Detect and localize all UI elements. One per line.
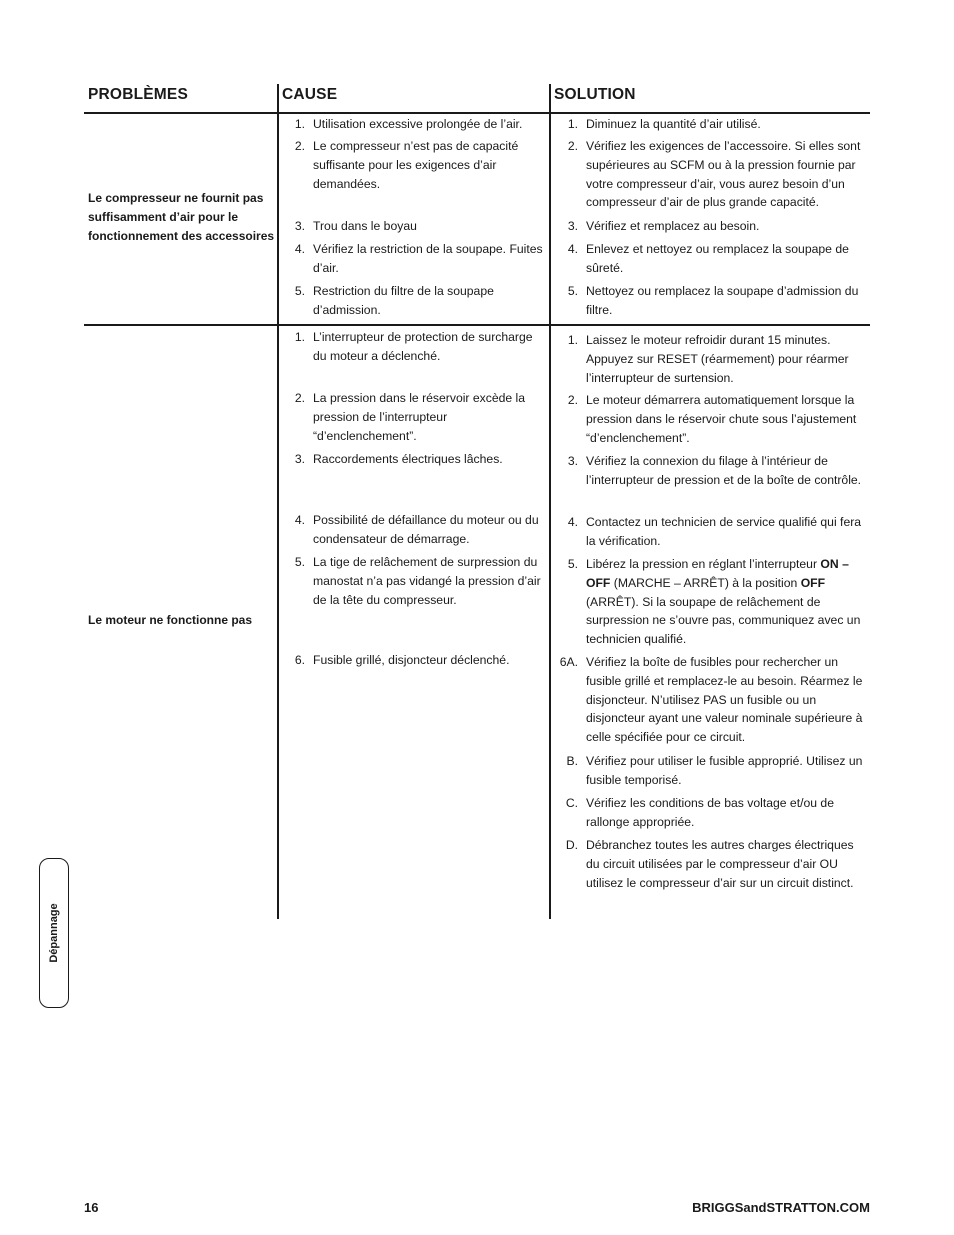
- item-text: Nettoyez ou remplacez la soupape d’admission du filtre.: [586, 284, 859, 317]
- item-number: 5.: [567, 284, 578, 298]
- problem-motor-not-running: Le moteur ne fonctionne pas: [88, 613, 253, 627]
- item-number: D.: [565, 838, 578, 852]
- item-number: 4.: [294, 513, 305, 527]
- solution-item: [552, 115, 870, 134]
- item-number: 5.: [294, 284, 305, 298]
- item-text: Vérifiez pour utiliser le fusible approprié. Utilisez un fusible temporisé.: [586, 754, 863, 787]
- solution-item: [552, 391, 870, 447]
- item-number: 2.: [567, 393, 578, 407]
- item-text: Fusible grillé, disjoncteur déclenché.: [313, 653, 510, 667]
- solution-item: [552, 653, 870, 747]
- item-text: Enlevez et nettoyez ou remplacez la soupape de sûreté.: [586, 242, 849, 275]
- item-number: 6A.: [559, 655, 578, 669]
- solution-item: [552, 240, 870, 278]
- item-number: 5.: [294, 555, 305, 569]
- solution-item: [552, 836, 870, 892]
- bold-label: OFF: [800, 575, 826, 590]
- item-number: 3.: [294, 452, 305, 466]
- item-text: Contactez un technicien de service qualifié qui fera la vérification.: [586, 515, 862, 548]
- section-tab-label: Dépannage: [48, 903, 60, 963]
- solution-item: [552, 137, 870, 212]
- item-text: Le compresseur n’est pas de capacité suffisante pour les exigences d’air demandées.: [313, 139, 519, 191]
- item-number: 1.: [567, 117, 578, 131]
- solution-item: [552, 331, 870, 387]
- item-number: 2.: [567, 139, 578, 153]
- cause-item: [287, 553, 549, 609]
- item-text: Vérifiez la connexion du filage à l’intérieur de l’interrupteur de pression et de la boîte de contrôle.: [586, 454, 862, 487]
- page-number: 16: [84, 1200, 99, 1215]
- cause-item: [287, 450, 549, 469]
- item-number: 2.: [294, 391, 305, 405]
- item-number: 4.: [567, 242, 578, 256]
- item-number: 3.: [294, 219, 305, 233]
- header-problems: PROBLÈMES: [88, 86, 188, 103]
- item-text: Vérifiez la boîte de fusibles pour rechercher un fusible grillé et remplacez-le au besoin. Réarmez le disjoncteur. N’utilisez PAS un fusible ou un disjoncteur ayant une valeur nominale supérieure à celle spécifiée pour ce circuit.: [586, 655, 863, 745]
- item-number: 3.: [567, 454, 578, 468]
- cause-item: [287, 217, 549, 236]
- text-segment: (ARRÊT). Si la soupape de relâchement de surpression ne s’ouvre pas, communiquez avec un technicien qualifié.: [586, 594, 861, 647]
- cause-item: [287, 282, 549, 320]
- item-number: C.: [565, 796, 578, 810]
- item-text: Restriction du filtre de la soupape d’admission.: [313, 284, 494, 317]
- text-segment: Libérez la pression en réglant l’interrupteur: [586, 557, 821, 571]
- item-text: Vérifiez et remplacez au besoin.: [586, 219, 760, 233]
- text-segment: (MARCHE – ARRÊT) à la position: [610, 575, 801, 590]
- bold-label: ON – OFF: [586, 557, 849, 590]
- item-text: Raccordements électriques lâches.: [313, 452, 503, 466]
- column-divider-solution: [549, 84, 551, 919]
- problem-insufficient-air: Le compresseur ne fournit pas suffisamment d’air pour le fonctionnement des accessoires: [88, 191, 275, 243]
- solution-item: [552, 452, 870, 490]
- row-divider: [84, 324, 870, 326]
- item-text: Trou dans le boyau: [313, 219, 417, 233]
- item-text: L’interrupteur de protection de surcharge du moteur a déclenché.: [313, 330, 533, 363]
- item-text: La pression dans le réservoir excède la pression de l’interrupteur “d’enclenchement”.: [313, 391, 526, 443]
- solution-item: [552, 513, 870, 551]
- header-solution: SOLUTION: [554, 86, 636, 103]
- cause-item: [287, 137, 549, 193]
- cause-item: [287, 115, 549, 134]
- website: BRIGGSandSTRATTON.COM: [692, 1200, 870, 1215]
- item-number: 5.: [567, 557, 578, 571]
- item-number: 1.: [567, 333, 578, 347]
- header-rule: [84, 112, 870, 114]
- cause-item: [287, 240, 549, 278]
- item-text: Vérifiez la restriction de la soupape. Fuites d’air.: [313, 242, 543, 275]
- item-text: La tige de relâchement de surpression du manostat n’a pas vidangé la pression d’air de la tête du compresseur.: [313, 555, 541, 607]
- item-text: Vérifiez les conditions de bas voltage et/ou de rallonge appropriée.: [586, 796, 834, 829]
- item-text: [586, 555, 870, 649]
- cause-item: [287, 511, 549, 549]
- item-text: Utilisation excessive prolongée de l’air.: [313, 117, 523, 131]
- item-number: B.: [566, 754, 578, 768]
- cause-item: [287, 651, 549, 670]
- solution-item: [552, 282, 870, 320]
- item-text: Possibilité de défaillance du moteur ou du condensateur de démarrage.: [313, 513, 539, 546]
- cause-item: [287, 328, 549, 366]
- section-tab: [39, 858, 69, 1008]
- cause-item: [287, 389, 549, 445]
- item-number: 4.: [567, 515, 578, 529]
- item-number: 2.: [294, 139, 305, 153]
- solution-item: [552, 752, 870, 790]
- item-number: 3.: [567, 219, 578, 233]
- item-number: 4.: [294, 242, 305, 256]
- solution-item: [552, 555, 870, 649]
- item-number: 6.: [294, 653, 305, 667]
- solution-item: [552, 794, 870, 832]
- item-text: Laissez le moteur refroidir durant 15 minutes. Appuyez sur RESET (réarmement) pour réarmer l’interrupteur de surtension.: [586, 333, 849, 385]
- item-text: Vérifiez les exigences de l’accessoire. Si elles sont supérieures au SCFM ou à la pression fournie par votre compresseur d’air, vous aurez besoin d’un compresseur d’air de plus grande capacité.: [586, 139, 861, 210]
- item-text: Diminuez la quantité d’air utilisé.: [586, 117, 761, 131]
- item-text: Débranchez toutes les autres charges électriques du circuit utilisées par le compresseur d’air OU utilisez le compresseur d’air sur un circuit distinct.: [586, 838, 854, 890]
- header-cause: CAUSE: [282, 86, 338, 103]
- column-divider-cause: [277, 84, 279, 919]
- item-number: 1.: [294, 117, 305, 131]
- solution-item: [552, 217, 870, 236]
- item-text: Le moteur démarrera automatiquement lorsque la pression dans le réservoir chute sous l’ajustement “d’enclenchement”.: [586, 393, 857, 445]
- item-number: 1.: [294, 330, 305, 344]
